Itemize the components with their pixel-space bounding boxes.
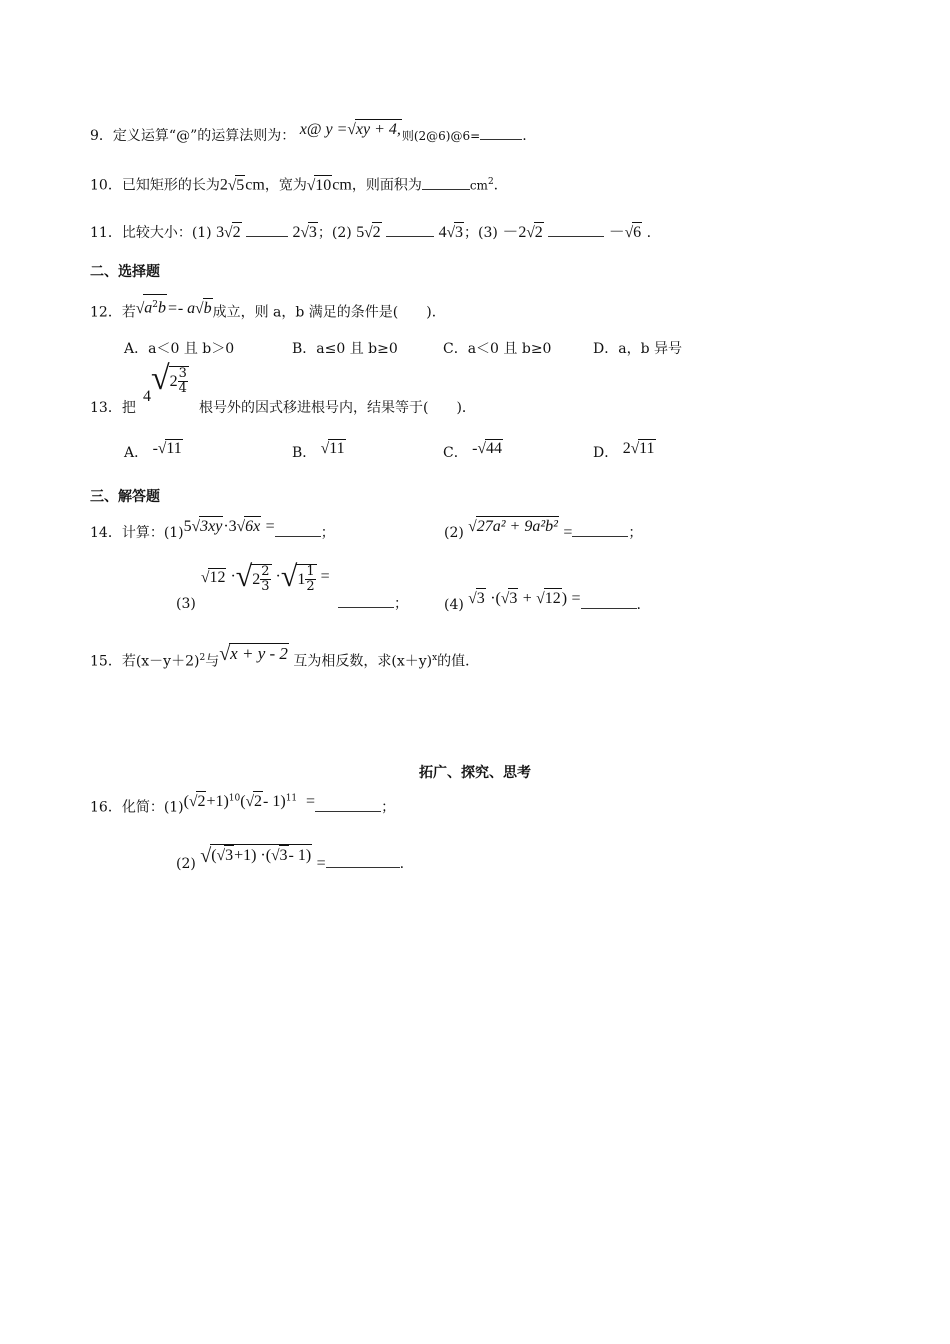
q16-p2-mid: +1) ·( <box>234 847 272 864</box>
q12-option-b[interactable]: B．a≤0 且 b≥0 <box>292 341 398 357</box>
q16-part1-expr <box>184 794 315 810</box>
q14-p2-eq: = <box>563 524 573 541</box>
q13-option-b-rad: 11 <box>329 440 345 457</box>
q16-e1-close: +1) <box>206 792 229 810</box>
q14-p3-dot-1: · <box>226 568 236 585</box>
q11-a1-rad: 2 <box>232 224 241 241</box>
q12-text: 12．若 <box>90 304 136 321</box>
q11-a3-rad: 2 <box>534 224 543 241</box>
q11-a1-coef: 3 <box>216 224 225 241</box>
q10-mid2: ，则面积为 <box>351 177 422 194</box>
q10-len-unit: cm <box>245 176 265 194</box>
q12-rad-a: a <box>144 299 153 317</box>
q14-semi-1: ； <box>320 525 335 541</box>
q12-sqrt-2: √ b <box>195 299 212 317</box>
q11-b1-sqrt: √ 3 <box>300 224 317 241</box>
question-13 <box>90 398 136 418</box>
q13-option-c-pre: - <box>472 440 478 457</box>
q16-p2-rad2: 3 <box>279 847 288 864</box>
q14-p4-plus: + <box>522 590 532 607</box>
q9-text: 9．定义运算“@”的运算法则为： <box>90 128 296 144</box>
q14-p3-rad-b <box>251 564 271 594</box>
q13-option-a[interactable] <box>124 442 183 462</box>
q16-p2-inner-sqrt: √ 3 <box>216 847 234 864</box>
q13-radicand <box>169 366 189 396</box>
q11-blank-1[interactable] <box>246 224 288 237</box>
question-15 <box>90 642 480 672</box>
q15-exp2: x <box>432 653 438 663</box>
q9-suffix: 则(2@6)@6= <box>401 129 481 143</box>
q14-p4-eq: = <box>571 590 581 607</box>
q10-unit: cm <box>469 178 488 193</box>
q11-a2-rad: 2 <box>372 224 381 241</box>
q9-end: . <box>522 128 527 144</box>
q10-len-rad: 5 <box>236 176 245 194</box>
q16-answer-blank-2[interactable] <box>326 855 400 868</box>
extension-title: 拓广、探究、思考 <box>419 765 531 781</box>
q16-answer-blank-1[interactable] <box>315 799 381 812</box>
q14-p3-whole: 2 <box>252 570 261 588</box>
q14-semi-3: ； <box>394 596 408 612</box>
q14-p1-rad2: 6x <box>245 518 261 535</box>
q14-p1-rad: 3xy <box>200 518 223 535</box>
q12-eq: =- a <box>167 299 196 317</box>
q12-rad-exp: 2 <box>152 300 159 310</box>
q14-p4-sqrt-c: √ 12 <box>536 590 561 607</box>
section-2-heading: 二、选择题 <box>90 264 160 280</box>
q14-p3-sqrt-b: √ 2 $\frac{2}{3}$ <box>235 560 270 594</box>
q14-answer-blank-1[interactable] <box>275 524 321 537</box>
q14-text: 14．计算：(1) <box>90 525 184 541</box>
q10-answer-blank[interactable] <box>422 177 470 190</box>
q11-a3-sqrt: √ 2 <box>526 224 543 241</box>
question-16 <box>90 794 395 818</box>
q11-b1-coef: 2 <box>292 224 301 241</box>
q14-p4-sqrt-a: √ 3 <box>468 590 485 607</box>
q14-p3-sqrt-c: √ 1 $\frac{1}{2}$ <box>280 560 315 594</box>
q14-part-2 <box>444 518 643 543</box>
question-14 <box>90 518 335 543</box>
q12-suffix: 成立，则 a，b 满足的条件是( )． <box>212 304 446 321</box>
q16-e1-sqrt: √ 2 <box>188 792 206 810</box>
q14-answer-blank-3[interactable] <box>338 595 394 608</box>
q10-text: 10．已知矩形的长为 <box>90 177 220 194</box>
q13-option-b-label: B． <box>292 445 317 461</box>
q12-rad2: b <box>203 299 212 317</box>
q11-b3-coef: － <box>608 224 625 241</box>
q10-len-sqrt: √ 5 <box>227 176 245 194</box>
q14-p3-frac <box>260 565 270 594</box>
q14-p1-mult: ·3 <box>223 518 237 535</box>
q14-p3-answer <box>338 594 408 614</box>
q14-p4-rad-c: 12 <box>544 590 561 607</box>
q11-a3-coef: －2 <box>502 224 527 241</box>
q10-end: . <box>493 177 499 194</box>
q14-p3-sqrt-a: √ 12 <box>201 568 226 586</box>
q14-p2-label: (2) <box>444 525 464 541</box>
q12-option-a[interactable]: A．a＜0 且 b＞0 <box>124 341 235 357</box>
q16-p2-close: - 1) <box>288 847 312 864</box>
q14-p3-den2: 2 <box>306 579 315 594</box>
question-9 <box>90 121 527 146</box>
q13-num: 3 <box>178 366 187 381</box>
q16-semi: ； <box>381 799 396 816</box>
q9-answer-blank[interactable] <box>480 127 522 140</box>
question-11 <box>90 222 651 243</box>
q14-p4-close: ) <box>561 590 568 607</box>
q14-p1-eq: = <box>265 518 275 535</box>
q16-e1-open2: ( <box>240 792 246 810</box>
q13-option-a-rad: 11 <box>166 440 182 457</box>
q14-p3-frac2 <box>305 565 315 594</box>
q14-part-4 <box>444 590 641 615</box>
q12-sqrt-1: √ $a^2b$ <box>136 294 167 319</box>
q11-b1-rad: 3 <box>308 224 317 241</box>
q16-p2-eq: = <box>316 855 326 872</box>
q13-whole: 2 <box>169 372 178 390</box>
q14-p4-rad-a: 3 <box>476 590 485 607</box>
q14-p1-sqrt: √ 3xy <box>191 518 223 535</box>
question-10 <box>90 172 498 196</box>
q14-p2-sqrt: √ 27a² + 9a²b² <box>468 518 558 535</box>
q16-p2-label: (2) <box>176 856 196 872</box>
q11-a2-coef: 5 <box>356 224 365 241</box>
q10-wid-sqrt: √ 10 <box>306 176 332 194</box>
q16-end: . <box>399 856 405 872</box>
q15-rad: x + y - 2 <box>230 643 288 663</box>
q14-part-3 <box>176 594 196 614</box>
question-12 <box>90 298 446 323</box>
q10-wid-unit: cm <box>332 176 352 194</box>
q15-exp: 2 <box>199 653 206 663</box>
q13-option-d-pre: 2 <box>622 440 631 457</box>
q14-p4-rad-b: 3 <box>509 590 518 607</box>
q14-p4-expr <box>468 591 580 607</box>
q13-option-a-sqrt: √ 11 <box>157 440 182 457</box>
q16-p2-radicand <box>210 844 312 866</box>
q12-rad-b: b <box>158 299 167 317</box>
q13-fraction <box>178 367 188 396</box>
q15-suffix2: 的值． <box>437 653 480 670</box>
q14-p3-num2: 1 <box>306 564 315 579</box>
q13-option-d[interactable] <box>593 442 656 462</box>
q13-sqrt: √ 2 $\frac{3}{4}$ <box>151 360 187 397</box>
q11-b2-rad: 3 <box>455 224 464 241</box>
q15-sqrt: √ x + y - 2 <box>219 642 288 665</box>
q11-b2-coef: 4 <box>438 224 447 241</box>
q11-b3-sqrt: √ 6 <box>624 224 642 241</box>
q13-option-c-sqrt: √ 44 <box>477 440 502 457</box>
q11-b3-rad: 6 <box>633 224 642 241</box>
q16-e1-exp: 10 <box>228 793 241 803</box>
q14-p1-coef: 5 <box>183 518 192 535</box>
q16-e1-exp2: 11 <box>285 793 298 803</box>
q13-option-c[interactable] <box>443 442 503 462</box>
q14-p4-label: (4) <box>444 597 464 613</box>
q14-p3-rad-c <box>296 564 316 594</box>
q14-p3-dot-2: · <box>271 568 281 585</box>
q13-option-d-rad: 11 <box>639 440 655 457</box>
q12-option-c[interactable]: C．a＜0 且 b≥0 <box>443 341 552 357</box>
q16-part-2 <box>176 845 405 874</box>
q16-e1-open: ( <box>183 792 189 810</box>
q14-p2-rad: 27a² + 9a²b² <box>476 518 558 535</box>
q10-wid-rad: 10 <box>315 176 332 194</box>
q16-p2-open: ( <box>211 847 217 864</box>
q12-radicand-1 <box>143 294 167 319</box>
q13-option-d-sqrt: √ 11 <box>630 440 655 457</box>
q15-mid: 与 <box>205 653 220 670</box>
q11-sep3: ；(3) <box>464 225 498 241</box>
q14-end: . <box>636 597 641 613</box>
q16-p2-sqrt: √ ( √ 3 +1) ·( √ 3 - 1) <box>200 845 312 867</box>
q13-option-a-label: A． <box>124 445 149 461</box>
q14-p3-num: 2 <box>261 564 270 579</box>
q16-e1-eq: = <box>306 792 316 810</box>
q13-coef: 4 <box>143 388 151 405</box>
q14-part1-expr <box>184 519 275 535</box>
q16-p2-rad: 3 <box>225 847 234 864</box>
q11-sep2: ；(2) <box>317 225 352 241</box>
q16-e1-rad2: 2 <box>254 792 263 810</box>
q13-option-c-rad: 44 <box>485 440 502 457</box>
q13-den: 4 <box>178 381 187 396</box>
q11-end: . <box>646 225 652 241</box>
q12-option-d[interactable]: D．a，b 异号 <box>593 341 682 357</box>
q14-p3-rad-a: 12 <box>209 568 226 586</box>
q9-radicand: xy + 4, <box>355 121 401 138</box>
q14-p4-open: ·( <box>490 590 501 607</box>
q11-blank-3[interactable] <box>548 224 604 237</box>
q14-p3-label: (3) <box>176 596 196 612</box>
q11-a1-sqrt: √ 2 <box>224 224 241 241</box>
q10-unit-exp: 2 <box>487 177 494 187</box>
q10-len-coef: 2 <box>219 176 228 194</box>
q13-option-d-label: D． <box>593 445 619 461</box>
q13-expression <box>143 360 189 405</box>
q13-option-b-sqrt: √ 11 <box>320 440 345 457</box>
q9-formula-lhs: x@ y = <box>299 121 348 138</box>
q10-mid: ，宽为 <box>264 177 307 194</box>
q14-p3-den: 3 <box>261 579 270 594</box>
q13-text: 13．把 <box>90 400 136 416</box>
q16-e1-sqrt2: √ 2 <box>245 792 263 810</box>
q14-p3-expr <box>201 560 330 594</box>
q16-p2-inner-sqrt2: √ 3 <box>271 847 288 864</box>
q14-p3-eq: = <box>320 568 330 585</box>
q15-suffix: 互为相反数，求(x＋y) <box>293 653 433 670</box>
q14-p4-sqrt-b: √ 3 <box>500 590 518 607</box>
q13-option-a-pre: - <box>152 440 158 457</box>
q13-option-b[interactable] <box>292 442 346 462</box>
q11-blank-2[interactable] <box>386 224 434 237</box>
q14-p1-sqrt2: √ 6x <box>236 518 261 535</box>
q9-sqrt: √ xy + 4, <box>347 121 401 138</box>
q16-text: 16．化简：(1) <box>90 799 184 816</box>
q13-option-c-label: C． <box>443 445 468 461</box>
section-3-heading: 三、解答题 <box>90 489 160 505</box>
q11-text: 11．比较大小：(1) <box>90 225 212 241</box>
q14-p3-whole2: 1 <box>297 570 306 588</box>
q14-answer-blank-2[interactable] <box>572 524 628 537</box>
q16-e1-rad: 2 <box>197 792 206 810</box>
q13-suffix-line <box>199 398 476 418</box>
q11-b2-sqrt: √ 3 <box>446 224 464 241</box>
q13-suffix: 根号外的因式移进根号内，结果等于( )． <box>199 400 476 416</box>
q15-text: 15．若(x－y＋2) <box>90 653 200 670</box>
q16-e1-close2: - 1) <box>263 792 286 810</box>
q14-semi-2: ； <box>628 525 643 541</box>
q11-a2-sqrt: √ 2 <box>364 224 381 241</box>
q14-answer-blank-4[interactable] <box>581 596 637 609</box>
